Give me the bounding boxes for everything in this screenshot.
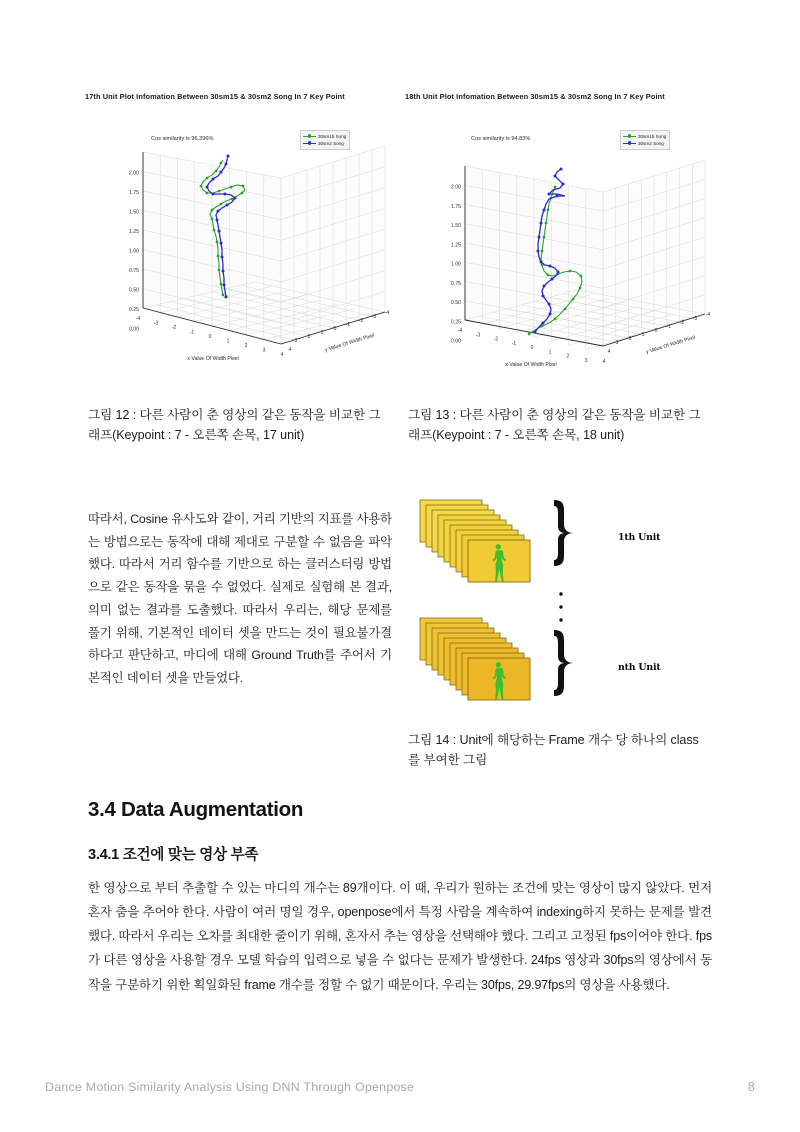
svg-text:0.50: 0.50 — [128, 287, 139, 294]
figure-caption-13: 그림 13 : 다른 사람이 춘 영상의 같은 동작을 비교한 그래프(Keypoint : 7 - 오른쪽 손목, 18 unit) — [408, 408, 701, 443]
cos-similarity-label-left: Cos similarity is 96.396% — [151, 136, 214, 142]
svg-text:1: 1 — [320, 330, 324, 336]
svg-text:4: 4 — [288, 347, 292, 353]
svg-text:-1: -1 — [345, 322, 351, 328]
footer-title: Dance Motion Similarity Analysis Using DNN Through Openpose — [45, 1080, 415, 1094]
svg-text:-3: -3 — [153, 320, 159, 327]
plot-ylabel-right: y Value Of Width Pixel — [645, 334, 697, 356]
body-paragraph-full: 한 영상으로 부터 추출할 수 있는 마디의 개수는 89개이다. 이 때, 우리가 원하는 조건에 맞는 영상이 많지 않았다. 먼저 혼자 춤을 추어야 한다. 사람이 여러 명일 경우, openpose에서 특정 사람을 계속하여 indexing하지 못하는 문제를 발견했다. 따라서 우리는 오차를 최대한 줄이기 위해, 혼자서 추는 영상을 선택해야 했다. 그리고 고정된 fps이어야 한다. fps가 다른 영상을 사용할 경우 모델 학습의 입력으로 넣을 수 없다는 문제가 발생한다. 24fps 영상과 30fps의 영상에서 동작을 구분하기 위한 획일화된 frame 개수를 정할 수 없기 때문이다. 우리는 30fps, 29.97fps의 영상을 사용했다. — [88, 881, 712, 992]
svg-text:4: 4 — [602, 359, 606, 365]
figure-caption-12: 그림 12 : 다른 사람이 춘 영상의 같은 동작을 비교한 그래프(Keypoint : 7 - 오른쪽 손목, 17 unit) — [88, 408, 381, 443]
svg-text:4: 4 — [607, 349, 611, 355]
svg-text:4: 4 — [280, 352, 284, 358]
plot-18th-unit — [405, 92, 715, 367]
figure-row-3d-plots — [85, 92, 715, 367]
svg-text:-2: -2 — [171, 325, 177, 331]
svg-text:1.75: 1.75 — [450, 203, 461, 210]
svg-text:-2: -2 — [358, 318, 364, 324]
svg-text:-1: -1 — [189, 329, 195, 336]
legend-label: 30sm2 Song — [318, 141, 344, 146]
svg-text:-3: -3 — [371, 314, 377, 320]
svg-text:1.50: 1.50 — [450, 223, 461, 229]
svg-text:2: 2 — [307, 334, 311, 340]
page-footer — [45, 1080, 755, 1094]
svg-text:2: 2 — [566, 353, 570, 360]
svg-text:1: 1 — [548, 349, 552, 356]
svg-text:0.75: 0.75 — [450, 280, 461, 287]
unit-label-last: nth Unit — [618, 662, 661, 673]
footer-page-number: 8 — [747, 1080, 755, 1094]
figure-14-svg — [408, 492, 708, 720]
svg-text:-1: -1 — [666, 324, 672, 330]
figure-14-diagram — [408, 492, 708, 720]
svg-text:1.75: 1.75 — [128, 190, 139, 196]
svg-text:2: 2 — [628, 336, 632, 342]
svg-text:0.00: 0.00 — [128, 326, 139, 333]
svg-text:2.00: 2.00 — [450, 184, 461, 191]
svg-text:0.50: 0.50 — [450, 300, 461, 306]
section-heading-3-4: 3.4 Data Augmentation — [88, 798, 304, 821]
plot-title-left: 17th Unit Plot Infomation Between 30sm15 & 30sm2 Song In 7 Key Point — [85, 92, 345, 101]
legend-marker-green-icon — [623, 134, 636, 140]
plot-xlabel-right: x Value Of Width Pixel — [505, 362, 557, 367]
plot-ylabel-left: y Value Of Width Pixel — [324, 332, 376, 354]
figure-caption-14: 그림 14 : Unit에 해당하는 Frame 개수 당 하나의 class를 부여한 그림 — [408, 733, 699, 768]
legend-label: 30sm2 Song — [638, 141, 664, 146]
svg-text:0.25: 0.25 — [450, 319, 461, 326]
legend-item — [623, 133, 666, 140]
brace-last — [554, 630, 574, 696]
frame-stack-last — [420, 618, 530, 700]
svg-text:0.75: 0.75 — [128, 268, 139, 274]
svg-text:-1: -1 — [511, 340, 517, 347]
svg-text:1.25: 1.25 — [450, 242, 461, 249]
svg-text:0: 0 — [530, 345, 534, 351]
axes-3d-right — [405, 144, 715, 367]
legend-marker-green-icon — [303, 134, 316, 140]
frame-stack-first — [420, 500, 530, 582]
vertical-ellipsis-icon — [559, 592, 562, 621]
svg-text:1: 1 — [641, 332, 645, 338]
svg-text:2.00: 2.00 — [128, 170, 139, 177]
svg-text:1: 1 — [226, 338, 230, 345]
body-paragraph-left: 따라서, Cosine 유사도와 같이, 거리 기반의 지표를 사용하는 방법으로는 동작에 대해 제대로 구분할 수 없음을 파악했다. 따라서 거리 함수를 기반으로 하는 클러스터링 방법으로 같은 동작을 묶을 수 없었다. 실제로 실험해 본 결과, 의미 없는 결과를 도출했다. 따라서 우리는, 해당 문제를 풀기 위해, 기본적인 데이터 셋을 만드는 것이 필요불가결하다고 판단하고, 마디에 대해 Ground Truth를 주어서 기본적인 데이터 셋을 만들었다. — [88, 512, 392, 685]
subsection-heading-3-4-1: 3.4.1 조건에 맞는 영상 부족 — [88, 847, 259, 863]
svg-text:-4: -4 — [384, 310, 390, 316]
plot-xlabel-left: x Value Of Width Pixel — [187, 356, 239, 362]
svg-text:1.00: 1.00 — [128, 248, 139, 255]
svg-text:3: 3 — [615, 340, 619, 346]
svg-text:-2: -2 — [493, 336, 499, 343]
svg-text:2: 2 — [244, 343, 248, 349]
svg-text:0.25: 0.25 — [128, 307, 139, 313]
svg-text:1.00: 1.00 — [450, 261, 461, 268]
plot-svg-left — [85, 144, 395, 367]
svg-text:0.00: 0.00 — [450, 338, 461, 345]
svg-text:1.25: 1.25 — [128, 229, 139, 235]
svg-text:0: 0 — [208, 334, 212, 340]
brace-first — [554, 500, 574, 566]
legend-item — [303, 133, 346, 140]
svg-text:-4: -4 — [705, 312, 711, 318]
svg-text:-4: -4 — [457, 328, 463, 334]
plot-17th-unit — [85, 92, 395, 367]
svg-text:-3: -3 — [692, 316, 698, 322]
svg-text:0: 0 — [333, 326, 337, 332]
legend-label: 30sm15 Song — [638, 134, 667, 139]
cos-similarity-label-right: Cos similarity is 94.83% — [471, 136, 531, 142]
svg-text:1.50: 1.50 — [128, 209, 139, 216]
svg-text:-2: -2 — [679, 320, 685, 326]
svg-text:0: 0 — [654, 328, 658, 334]
svg-text:3: 3 — [584, 357, 588, 364]
svg-text:-3: -3 — [475, 332, 481, 339]
svg-text:-4: -4 — [135, 316, 141, 322]
plot-svg-right — [405, 144, 715, 367]
plot-title-right: 18th Unit Plot Infomation Between 30sm15 & 30sm2 Song In 7 Key Point — [405, 92, 665, 101]
svg-text:3: 3 — [262, 347, 266, 354]
svg-text:3: 3 — [294, 338, 298, 344]
legend-label: 30sm15 Song — [318, 134, 347, 139]
unit-label-first: 1th Unit — [618, 532, 661, 543]
axes-3d-left — [85, 144, 395, 367]
